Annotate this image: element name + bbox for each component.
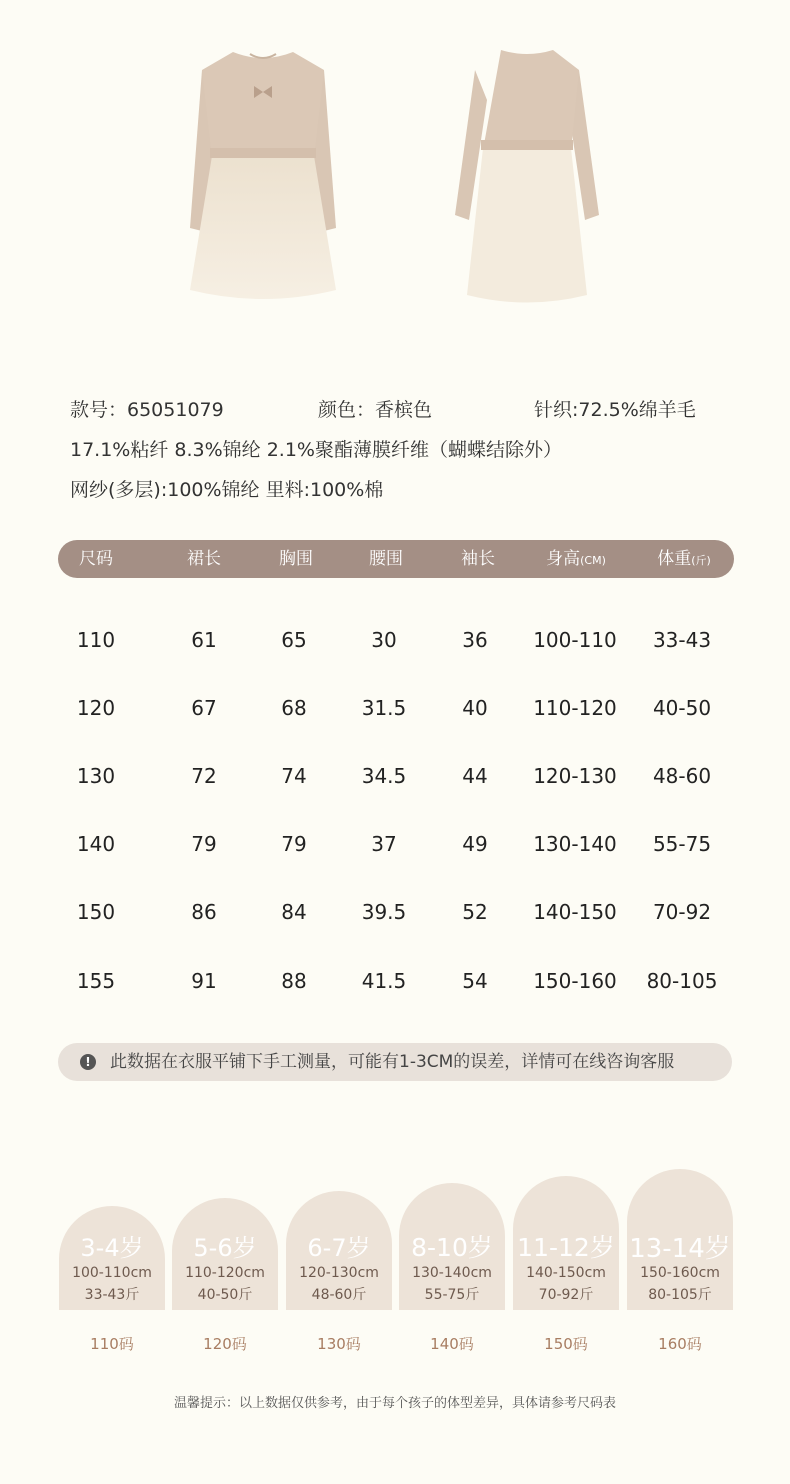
size-table-header bbox=[58, 540, 734, 578]
table-cell: 37 bbox=[371, 832, 397, 856]
age-card bbox=[59, 1206, 165, 1310]
table-cell: 79 bbox=[281, 832, 307, 856]
table-cell: 130-140 bbox=[533, 832, 617, 856]
age-range-label: 8-10岁 bbox=[411, 1233, 493, 1262]
size-code: 160码 bbox=[658, 1335, 702, 1353]
table-cell: 33-43 bbox=[652, 628, 712, 652]
table-cell: 110-120 bbox=[533, 696, 617, 720]
table-row bbox=[0, 620, 790, 660]
size-code: 120码 bbox=[203, 1335, 247, 1353]
height-range: 100-110cm bbox=[72, 1265, 152, 1281]
header-height: 身高(CM) bbox=[546, 549, 606, 569]
table-cell: 40-50 bbox=[652, 696, 712, 720]
table-row bbox=[0, 824, 790, 864]
size-code: 150码 bbox=[544, 1335, 588, 1353]
dress-back-image bbox=[455, 40, 605, 310]
table-cell: 120 bbox=[76, 696, 116, 720]
header-bust: 胸围 bbox=[279, 549, 313, 569]
weight-range: 33-43斤 bbox=[84, 1287, 140, 1303]
knit-composition: 针织:72.5%绵羊毛 bbox=[534, 399, 696, 421]
table-row bbox=[0, 756, 790, 796]
table-cell: 65 bbox=[281, 628, 307, 652]
weight-range: 40-50斤 bbox=[197, 1287, 253, 1303]
table-cell: 67 bbox=[191, 696, 217, 720]
table-cell: 39.5 bbox=[361, 900, 407, 924]
height-range: 130-140cm bbox=[412, 1265, 492, 1281]
style-number: 款号：65051079 bbox=[70, 399, 224, 421]
age-range-label: 6-7岁 bbox=[307, 1234, 371, 1262]
measurement-note bbox=[58, 1043, 732, 1081]
composition-line-2: 17.1%粘纤 8.3%锦纶 2.1%聚酯薄膜纤维（蝴蝶结除外） bbox=[70, 439, 562, 461]
table-cell: 72 bbox=[191, 764, 217, 788]
weight-range: 55-75斤 bbox=[424, 1287, 480, 1303]
table-cell: 150 bbox=[76, 900, 116, 924]
table-cell: 155 bbox=[76, 969, 116, 993]
table-cell: 110 bbox=[76, 628, 116, 652]
age-range-label: 5-6岁 bbox=[193, 1234, 257, 1262]
size-code: 130码 bbox=[317, 1335, 361, 1353]
size-code: 140码 bbox=[430, 1335, 474, 1353]
table-cell: 48-60 bbox=[652, 764, 712, 788]
table-cell: 34.5 bbox=[361, 764, 407, 788]
color-value: 颜色：香槟色 bbox=[318, 399, 433, 421]
header-length: 裙长 bbox=[187, 549, 221, 569]
header-size: 尺码 bbox=[79, 549, 113, 569]
table-cell: 74 bbox=[281, 764, 307, 788]
height-range: 150-160cm bbox=[640, 1265, 720, 1281]
table-cell: 130 bbox=[76, 764, 116, 788]
table-cell: 80-105 bbox=[646, 969, 718, 993]
age-card bbox=[627, 1169, 733, 1310]
table-cell: 140 bbox=[76, 832, 116, 856]
table-row bbox=[0, 961, 790, 1001]
table-cell: 36 bbox=[462, 628, 488, 652]
table-cell: 150-160 bbox=[533, 969, 617, 993]
weight-range: 80-105斤 bbox=[648, 1287, 712, 1303]
age-card bbox=[513, 1176, 619, 1310]
product-info-row-1 bbox=[70, 395, 750, 423]
table-cell: 40 bbox=[462, 696, 488, 720]
weight-range: 70-92斤 bbox=[538, 1287, 594, 1303]
age-card bbox=[399, 1183, 505, 1310]
table-cell: 140-150 bbox=[533, 900, 617, 924]
table-cell: 52 bbox=[462, 900, 488, 924]
table-cell: 68 bbox=[281, 696, 307, 720]
dress-front-image bbox=[188, 40, 338, 310]
table-cell: 31.5 bbox=[361, 696, 407, 720]
table-cell: 88 bbox=[281, 969, 307, 993]
age-range-label: 13-14岁 bbox=[629, 1234, 731, 1264]
weight-range: 48-60斤 bbox=[311, 1287, 367, 1303]
age-range-label: 11-12岁 bbox=[517, 1233, 615, 1262]
table-cell: 84 bbox=[281, 900, 307, 924]
table-cell: 49 bbox=[462, 832, 488, 856]
height-range: 110-120cm bbox=[185, 1265, 265, 1281]
footer-tip: 温馨提示：以上数据仅供参考，由于每个孩子的体型差异，具体请参考尺码表 bbox=[173, 1396, 616, 1411]
table-cell: 100-110 bbox=[533, 628, 617, 652]
table-cell: 91 bbox=[191, 969, 217, 993]
table-cell: 86 bbox=[191, 900, 217, 924]
table-cell: 55-75 bbox=[652, 832, 712, 856]
height-range: 120-130cm bbox=[299, 1265, 379, 1281]
table-cell: 41.5 bbox=[361, 969, 407, 993]
table-cell: 30 bbox=[371, 628, 397, 652]
exclamation-icon: ! bbox=[80, 1054, 96, 1070]
table-cell: 44 bbox=[462, 764, 488, 788]
table-cell: 79 bbox=[191, 832, 217, 856]
age-range-label: 3-4岁 bbox=[80, 1234, 144, 1262]
height-range: 140-150cm bbox=[526, 1265, 606, 1281]
table-cell: 120-130 bbox=[533, 764, 617, 788]
table-row bbox=[0, 688, 790, 728]
composition-line-3: 网纱(多层):100%锦纶 里料:100%棉 bbox=[70, 479, 384, 501]
header-weight: 体重(斤) bbox=[657, 549, 711, 569]
table-cell: 70-92 bbox=[652, 900, 712, 924]
header-waist: 腰围 bbox=[369, 549, 403, 569]
note-text: 此数据在衣服平铺下手工测量，可能有1-3CM的误差，详情可在线咨询客服 bbox=[110, 1052, 675, 1072]
header-sleeve: 袖长 bbox=[461, 549, 495, 569]
table-row bbox=[0, 892, 790, 932]
age-card bbox=[286, 1191, 392, 1310]
age-card bbox=[172, 1198, 278, 1310]
table-cell: 61 bbox=[191, 628, 217, 652]
size-code: 110码 bbox=[90, 1335, 134, 1353]
table-cell: 54 bbox=[462, 969, 488, 993]
